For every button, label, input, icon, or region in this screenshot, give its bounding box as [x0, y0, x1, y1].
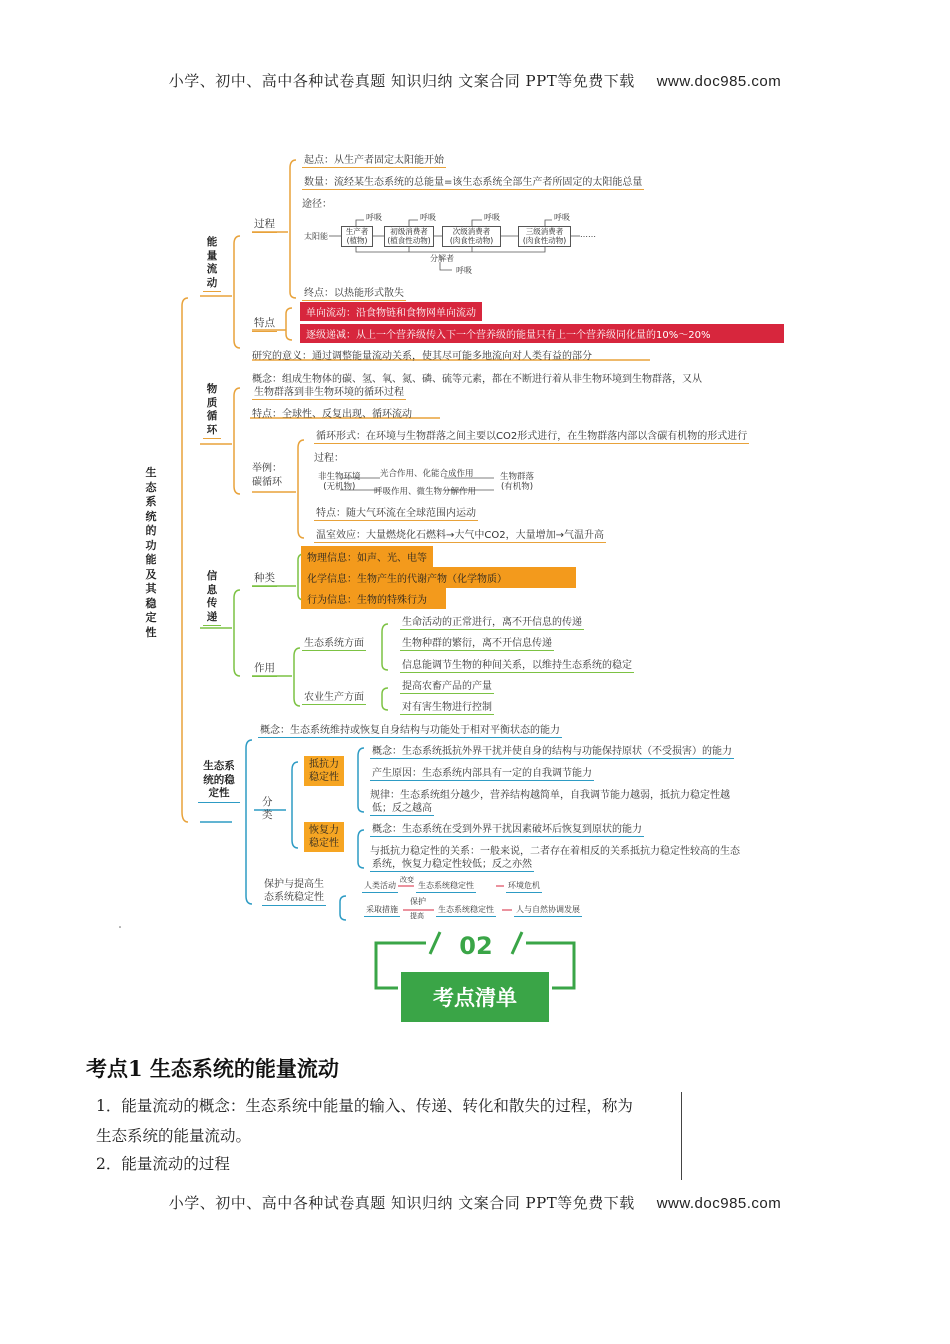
header-url[interactable]: www.doc985.com — [656, 73, 782, 90]
energy-process-label: 过程 — [252, 216, 277, 233]
matter-concept-2: 生物群落到非生物环境的循环过程 — [252, 383, 406, 400]
energy-end: 终点：以热能形式散失 — [302, 284, 406, 301]
resil-relation-2: 系统，恢复力稳定性较低；反之亦然 — [370, 855, 534, 872]
stability-title: 生态系统的稳定性 — [198, 760, 240, 803]
flow-resp-2: 呼吸 — [420, 213, 436, 222]
info-eco-aspect: 生态系统方面 — [302, 634, 366, 651]
flow-resp-5: 呼吸 — [456, 266, 472, 275]
matter-title: 物质循环 — [203, 383, 221, 439]
header-text: 小学、初中、高中各种试卷真题 知识归纳 文案合同 PPT等免费下载 — [168, 72, 635, 90]
matter-form: 循环形式：在环境与生物群落之间主要以CO2形式进行，在生物群落内部以含碳有机物的形式进行 — [314, 427, 749, 444]
flow-sun: 太阳能 — [304, 232, 328, 241]
section-paragraph-2: 2．能量流动的过程 — [96, 1155, 230, 1173]
matter-photo: 光合作用、化能合成作用 — [380, 469, 474, 479]
info-function-label: 作用 — [252, 660, 277, 677]
stability-concept: 概念：生态系统维持或恢复自身结构与功能处于相对平衡状态的能力 — [258, 721, 562, 738]
flow-primary: 初级消费者 (植食性动物) — [384, 226, 434, 247]
info-types-label: 种类 — [252, 570, 277, 587]
footer-url[interactable]: www.doc985.com — [656, 1195, 782, 1212]
energy-title: 能量流动 — [203, 236, 221, 292]
matter-community: 生物群落 (有机物) — [500, 472, 535, 492]
protect-crisis: 环境危机 — [506, 880, 542, 893]
protect-eco-stab-1: 生态系统稳定性 — [416, 880, 476, 893]
stability-class-label: 分类 — [262, 796, 273, 821]
root-label: 生态系统的功能及其稳定性 — [145, 466, 157, 639]
resist-concept: 概念：生态系统抵抗外界干扰并使自身的结构与功能保持原状（不受损害）的能力 — [370, 742, 734, 759]
flow-secondary: 次级消费者 (肉食性动物) — [442, 226, 501, 247]
energy-significance: 研究的意义：通过调整能量流动关系，使其尽可能多地流向对人类有益的部分 — [252, 351, 592, 362]
resist-rule-2: 低；反之越高 — [370, 799, 434, 816]
matter-example-label: 举例： 碳循环 — [252, 463, 282, 488]
stability-protect: 保护与提高生 态系统稳定性 — [262, 878, 326, 906]
energy-feature-2: 逐级递减：从上一个营养级传入下一个营养级的能量只有上一个营养级同化量的10%～20% — [300, 324, 784, 343]
protect-protect: 保护 — [410, 897, 426, 906]
section-paragraph-1a: 1．能量流动的概念：生态系统中能量的输入、传递、转化和散失的过程，称为 — [96, 1097, 633, 1115]
resil-concept: 概念：生态系统在受到外界干扰因素破坏后恢复到原状的能力 — [370, 820, 644, 837]
matter-abiotic: 非生物环境 (无机物) — [318, 472, 361, 492]
text-frame-edge — [681, 1092, 682, 1180]
resist-rule: 规律：生态系统组分越少，营养结构越简单，自我调节能力越弱，抵抗力稳定性越 — [370, 790, 730, 801]
resist-cause: 产生原因：生态系统内部具有一定的自我调节能力 — [370, 764, 594, 781]
energy-feature-1: 单向流动：沿食物链和食物网单向流动 — [300, 302, 482, 321]
stability-resil: 恢复力 稳定性 — [304, 822, 344, 852]
energy-feature-label: 特点 — [252, 315, 277, 332]
banner-number: 02 — [459, 932, 493, 960]
info-behavior: 行为信息：生物的特殊行为 — [301, 588, 446, 609]
protect-improve: 提高 — [410, 912, 424, 920]
stability-resist: 抵抗力 稳定性 — [304, 756, 344, 786]
matter-greenhouse: 温室效应：大量燃烧化石燃料→大气中CO2，大量增加→气温升高 — [314, 526, 606, 543]
info-title: 信息传递 — [203, 570, 221, 626]
protect-harmony: 人与自然协调发展 — [514, 904, 582, 917]
energy-amount: 数量：流经某生态系统的总能量=该生态系统全部生产者所固定的太阳能总量 — [302, 173, 644, 190]
section-heading: 考点1 生态系统的能量流动 — [86, 1056, 339, 1081]
flow-resp-4: 呼吸 — [554, 213, 570, 222]
protect-change: 改变 — [400, 876, 414, 884]
flow-producer: 生产者 (植物) — [341, 226, 373, 247]
flow-decomposer: 分解者 — [430, 254, 454, 263]
banner-title: 考点清单 — [433, 986, 517, 1010]
matter-feature: 特点：全球性、反复出现、循环流动 — [252, 409, 412, 420]
info-physical: 物理信息：如声、光、电等 — [301, 546, 433, 567]
page-footer — [0, 1192, 950, 1213]
protect-human: 人类活动 — [362, 880, 398, 893]
info-agri-aspect: 农业生产方面 — [302, 688, 366, 705]
matter-concept: 概念：组成生物体的碳、氢、氧、氮、磷、硫等元素，都在不断进行着从非生物环境到生物群落，又从 — [252, 374, 702, 385]
info-agri-2: 对有害生物进行控制 — [400, 698, 494, 715]
flow-resp-3: 呼吸 — [484, 213, 500, 222]
info-eco-1: 生命活动的正常进行，离不开信息的传递 — [400, 613, 584, 630]
protect-eco-stab-2: 生态系统稳定性 — [436, 904, 496, 917]
info-eco-2: 生物种群的繁衍，离不开信息传递 — [400, 634, 554, 651]
matter-feature-2: 特点：随大气环流在全球范围内运动 — [314, 504, 478, 521]
matter-process: 过程： — [314, 453, 344, 464]
info-agri-1: 提高农畜产品的产量 — [400, 677, 494, 694]
flow-tertiary: 三级消费者 (肉食性动物) — [518, 226, 571, 247]
energy-start: 起点：从生产者固定太阳能开始 — [302, 151, 446, 168]
matter-resp: 呼吸作用、微生物分解作用 — [374, 487, 477, 497]
info-chemical: 化学信息：生物产生的代谢产物（化学物质） — [301, 567, 576, 588]
flow-resp-1: 呼吸 — [366, 213, 382, 222]
resil-relation: 与抵抗力稳定性的关系：一般来说，二者存在着相反的关系抵抗力稳定性较高的生态 — [370, 846, 740, 857]
energy-route: 途径： — [302, 199, 332, 210]
info-eco-3: 信息能调节生物的种间关系，以维持生态系统的稳定 — [400, 656, 634, 673]
section-paragraph-1b: 生态系统的能量流动。 — [96, 1127, 252, 1145]
flow-dots: …… — [580, 230, 596, 239]
footer-text: 小学、初中、高中各种试卷真题 知识归纳 文案合同 PPT等免费下载 — [168, 1194, 635, 1212]
protect-measure: 采取措施 — [364, 904, 400, 917]
